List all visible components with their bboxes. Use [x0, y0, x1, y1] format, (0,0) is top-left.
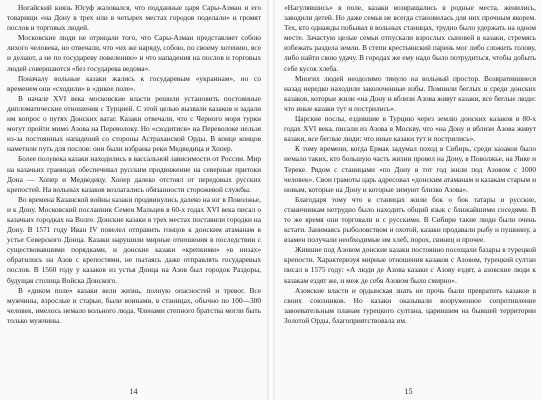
page-number: 15: [404, 387, 413, 396]
paragraph: Ногайский князь Юсуф жаловался, что подданные царя Сары-Азман и его товарищи «на Дону в трех или в четырех местах городов поделали» и громят послов и торговых людей.: [7, 3, 261, 33]
left-page: [0, 0, 267, 400]
page-number: 14: [129, 387, 138, 396]
paragraph: Поначалу вольные казаки жались к государевым «украинам», но со временем они «сходили» в «дикое поле».: [7, 73, 261, 93]
paragraph: К тому времени, когда Ермак задумал поход в Сибирь, среди казаков было немало таких, кто большую часть жизни провел на Дону, в Поволжье, на Яике и Тереке. Рядом с станицами «по Дону в тот год жили под Азовом с 1000 человек». Свои грамоты царь адресовал «донским атаманам и казакам старым и новым, которые на Дону и которые зимуют близко Азова».: [284, 144, 536, 194]
paragraph: Царские послы, ездившие в Турцию через землю донских казаков в 80-х годах XVI века, писали из Азова в Москву, что «на Дону и вблизи Азова живут казаки, все беглые люди: что иные казаки тут и пострились».: [284, 114, 536, 144]
paragraph: Более полувека казаки находились в вассальной зависимости от России. Мир на казачьих границах обеспечивал русским продвижение на северные притоки Дона — Хопер и Медведицу. Хопер далеко отстоял от передовых русских крепостей. На вольных казаков возлагались обязанности сторожевой службы.: [7, 154, 261, 194]
paragraph: В начале XVI века московские власти решили установить постоянные дипломатические отношения с Турцией. С этой целью вызвали казаков и задали им вопрос о путях Донских ватаг. Казаки отвечали, что с Черного моря турки могут пройти мимо Азова на Переволоку. Но «сходитися» на Переволоке нельзя из-за постоянных нападений со стороны Астраханской Орды. В конце концов наметили путь для послов: они были избраны реки Медведица и Хопер.: [7, 93, 261, 154]
paragraph: Во времена Казанской войны казаки продвинулись далеко на юг в Поволжье, и к Дону. Московский посланник Семен Мальцев в 60-х годах XVI века писал о казачьих городках на Волге. Донские казаки в трех местах поставили городки на Дону. В 1571 году Иван IV повелел отправить гонцов к донским атаманам в устье Северского Донца. Казаки нарушили мирные отношения в последствии с существовавшими порядками, и донские казаки «крепкими» «в низах» обратились на Азов с крепостями, не пытаясь даже отправлять государевых послов. В 1560 году у казаков из устья Донца на Азов был городок Раздоры, будущая столица Войска Донского.: [7, 194, 261, 285]
paragraph: Азовские власти и ордынская знать не прочь были превратить казаков в своих союзников. Но казаки оказывали вооруженное сопротивление завоевательным планам турецкого султана, царившим на бывшей территории Золотой Орды, благоприятствовала им.: [284, 285, 536, 325]
left-page-text: [7, 3, 261, 326]
right-page-text: [284, 3, 536, 326]
paragraph: В «диком поле» казаки вели жизнь, полную опасностей и тревог. Все мужчины, взрослые и старые, были воинами, в станицах, обычно по 100—300 человек, имелось немало вольного люда. Членами степного братства могли быть только мужчины.: [7, 285, 261, 325]
paragraph: Многих людей неодолимо тянуло на вольный простор. Возвратившиеся назад нередко находили заколоченные избы. Помнили беглых и среди донских казаков, которые жили «на Дону и вблизи Азова живут казаки, все беглые люди: что иные казаки тут и пострились».: [284, 73, 536, 113]
paragraph: Благодаря тому что в станицах жили бок о бок татары и русские, станичникам нетрудно было находить общий язык с ближайшими соседями. В то же время они торговали и с русскими. В Сибири такие люди были очень кстати. Занимаясь рыболовством и охотой, казаки продавали рыбу и пушнину, а взамен получали необходимые им хлеб, порох, свинец и прочее.: [284, 194, 536, 245]
paragraph: «Нагулявшись» в поле, казаки возвращались в родные места, женились, заводили детей. Но даже семья не всегда становилась для них прочным якорем. Тех, кто однажды побывал в вольных станицах, трудно было удержать на одном месте. Зачастую целые семьи отпускали взрослых сыновей в казаки, стремясь избежать раздела земли. В степи крестьянский парень мог либо сложить голову, либо найти свою удачу. В городах же ему надо было потрудиться, чтобы добыть себе кусок хлеба.: [284, 3, 536, 73]
right-page: [275, 0, 542, 400]
paragraph: Жившие под Азовом донские казаки постоянно посещали базары в турецкой крепости. Характеризуя мирные отношения казаков с Азовом, турецкий султан писал в 1575 году: «А люди де Азова казаки с Азову ездят, а азовские люди к казакам ездят же, и меж де себя Азовом было смирно».: [284, 245, 536, 285]
book-gutter: [267, 0, 275, 400]
paragraph: Московские люди не отрицали того, что Сары-Азман представляет собою лихого человека, но отвечали, что «их же наряду, собою, по своему хотению, все и делают, а не по государеву повелению» и что нападения на послов и торговых людей совершаются «без государева ведома».: [7, 33, 261, 73]
